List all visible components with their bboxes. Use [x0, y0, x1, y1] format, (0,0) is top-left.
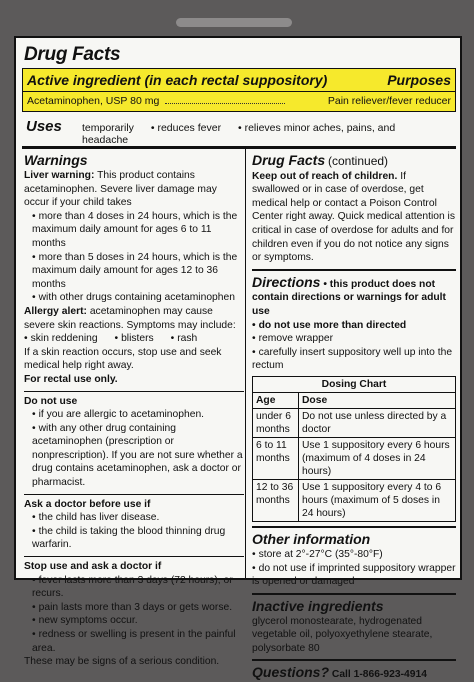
package-hang-hole: [176, 18, 292, 27]
purposes-title: Purposes: [387, 72, 451, 88]
divider: [24, 556, 244, 557]
questions-phone: Call 1-866-923-4914: [331, 669, 427, 681]
rectal-use-note: For rectal use only.: [24, 373, 118, 385]
uses-list: [82, 122, 456, 146]
list-item: • the child is taking the blood thinning drug warfarin.: [24, 525, 244, 552]
age-cell: under 6 months: [253, 408, 299, 437]
continued-suffix: (continued): [328, 154, 389, 168]
uses-item: • relieves minor aches, pains, and headache: [82, 122, 396, 146]
list-item: • more than 5 doses in 24 hours, which is the maximum daily amount for ages 12 to 36 months: [24, 251, 244, 292]
do-not-use-title: Do not use: [24, 395, 78, 407]
continued-title: Drug Facts: [252, 152, 326, 168]
drug-facts-title: Drug Facts: [24, 44, 121, 65]
allergy-after-text: If a skin reaction occurs, stop use and seek medical help right away.: [24, 346, 222, 372]
list-item: • if you are allergic to acetaminophen.: [24, 408, 244, 422]
list-item: • blisters: [114, 333, 153, 344]
active-ingredient-title: Active ingredient (in each rectal suppository): [27, 72, 328, 88]
uses-item: • reduces fever: [150, 122, 222, 134]
dotted-leader: [165, 103, 285, 104]
divider: [252, 593, 456, 595]
age-cell: 6 to 11 months: [253, 437, 299, 479]
inactive-title: Inactive ingredients: [252, 597, 384, 614]
list-item: • do not use if imprinted suppository wrapper is opened or damaged: [252, 562, 456, 589]
liver-warning: [24, 169, 244, 210]
dose-cell: Use 1 suppository every 6 hours (maximum of 4 doses in 24 hours): [299, 437, 456, 479]
column-divider: [245, 148, 246, 580]
list-item: • redness or swelling is present in the painful area.: [24, 628, 244, 655]
allergy-alert-text: acetaminophen may cause severe skin reactions. Symptoms may include:: [24, 305, 236, 331]
table-row: [253, 437, 456, 479]
directions-intro: • this product does not contain directions or warnings for adult use: [252, 278, 446, 317]
warnings-title: Warnings: [24, 152, 88, 168]
active-ingredient-purpose: Pain reliever/fever reducer: [327, 95, 451, 107]
divider: [252, 526, 456, 528]
column-header-dose: Dose: [299, 392, 456, 408]
list-item: • store at 2°-27°C (35°-80°F): [252, 548, 456, 562]
drug-facts-panel: [14, 36, 462, 681]
stop-use-title: Stop use and ask a doctor if: [24, 561, 162, 573]
divider: [252, 659, 456, 661]
liver-warning-label: Liver warning:: [24, 170, 95, 181]
stop-use-after: These may be signs of a serious condition.: [24, 656, 220, 668]
dose-cell: Use 1 suppository every 4 to 6 hours (maximum of 5 doses in 24 hours): [299, 479, 456, 521]
list-item: • do not use more than directed: [252, 319, 456, 333]
divider: [252, 269, 456, 271]
list-item: • pain lasts more than 3 days or gets worse.: [24, 601, 244, 615]
table-row: [253, 408, 456, 437]
uses-item: temporarily: [82, 122, 134, 134]
divider: [22, 146, 456, 149]
keep-text: If swallowed or in case of overdose, get medical help or contact a Poison Control Center right away. Quick medical attention is critical in case of overdose for adults and for children even if you do not notice any signs or symptoms.: [252, 170, 455, 264]
continued-header: [252, 152, 456, 170]
list-item: • remove wrapper: [252, 332, 456, 346]
list-item: • with other drugs containing acetaminophen: [24, 291, 244, 305]
list-item: • more than 4 doses in 24 hours, which is the maximum daily amount for ages 6 to 11 months: [24, 210, 244, 251]
list-item: • the child has liver disease.: [24, 511, 244, 525]
questions-title: Questions?: [252, 664, 330, 681]
list-item: • rash: [171, 333, 198, 344]
list-item: • carefully insert suppository well up into the rectum: [252, 346, 456, 373]
warnings-column: [24, 152, 244, 669]
inactive-text: glycerol monostearate, hydrogenated vegetable oil, polyoxyethylene stearate, polysorbate 80: [252, 615, 433, 654]
other-info-title: Other information: [252, 530, 371, 547]
directions-title: Directions: [252, 273, 321, 290]
list-item: • with any other drug containing acetaminophen (prescription or nonprescription). If you are not sure whether a drug contains acetaminophen, ask a doctor or pharmacist.: [24, 422, 244, 490]
divider: [23, 91, 455, 92]
column-header-age: Age: [253, 392, 299, 408]
active-ingredient-box: [22, 68, 456, 112]
dose-cell: Do not use unless directed by a doctor: [299, 408, 456, 437]
keep-out-of-reach: [252, 170, 456, 265]
active-ingredient-name: Acetaminophen, USP 80 mg: [27, 95, 160, 107]
liver-warning-text: This product contains acetaminophen. Severe liver damage may occur if your child takes: [24, 170, 217, 209]
ask-doctor-title: Ask a doctor before use if: [24, 498, 151, 510]
allergy-symptoms: [24, 332, 244, 346]
divider: [24, 494, 244, 495]
list-item: • skin reddening: [24, 333, 98, 344]
directions-header: [252, 274, 456, 319]
allergy-alert: [24, 305, 244, 332]
right-column: [252, 152, 456, 682]
table-row: [253, 479, 456, 521]
keep-label: Keep out of reach of children.: [252, 170, 398, 182]
list-item: • fever lasts more than 3 days (72 hours), or recurs.: [24, 574, 244, 601]
list-item: • new symptoms occur.: [24, 614, 244, 628]
dosing-chart: [252, 376, 456, 522]
uses-section: [22, 116, 456, 146]
age-cell: 12 to 36 months: [253, 479, 299, 521]
questions-row: [252, 664, 456, 682]
divider: [24, 391, 244, 392]
uses-title: Uses: [26, 118, 62, 135]
dosing-chart-title: Dosing Chart: [253, 376, 456, 392]
allergy-alert-label: Allergy alert:: [24, 305, 87, 317]
